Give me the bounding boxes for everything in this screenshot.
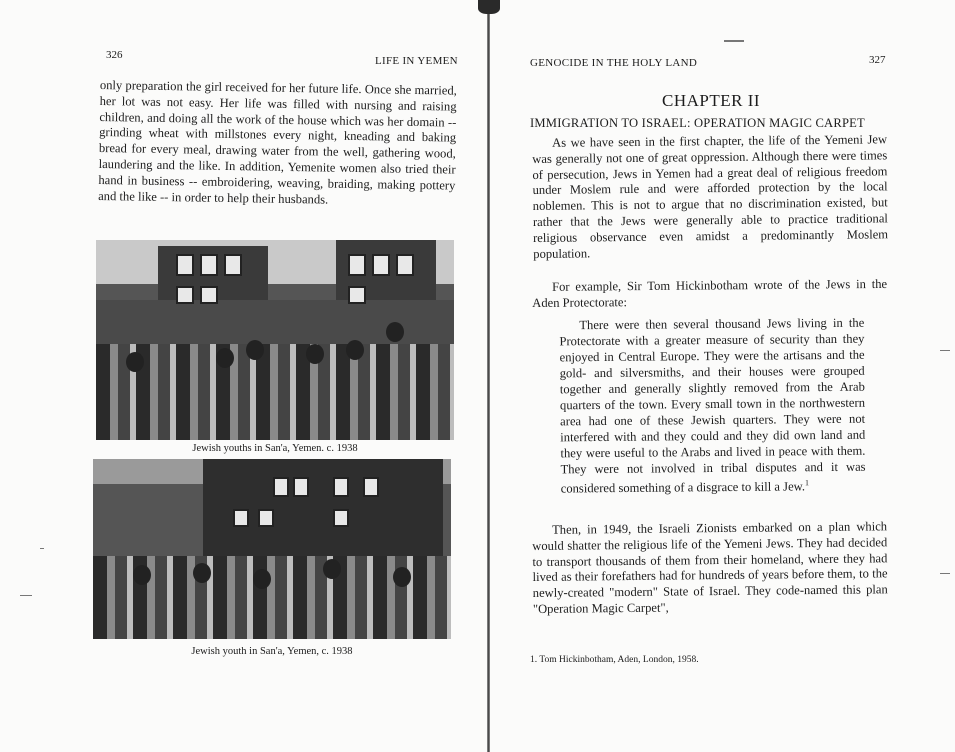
left-running-head: LIFE IN YEMEN <box>375 55 458 67</box>
photo-jewish-youths-1 <box>96 240 454 440</box>
page-speck <box>20 595 32 596</box>
right-paragraph-3: Then, in 1949, the Israeli Zionists embarked on a plan which would shatter the religious life of the Yemeni Jews. They had decided to transport thousands of them from their homeland, where they had lived as their forefathers had for hundreds of years before them, to the newly-created "modern" State of Israel. They code-named this plan "Operation Magic Carpet", <box>532 519 888 616</box>
left-paragraph: only preparation the girl received for her future life. Once she married, her lot was not easy. Her life was filled with nursing and raising children, and doing all the work of the house which was her domain -- grinding wheat with millstones every night, kneading and baking bread for every meal, drawing water from the well, gathering wood, laundering and the like. In addition, Yemenite women also tried their hand in business -- embroidering, weaving, braiding, making pottery and the like -- in order to help their husbands. <box>98 78 457 207</box>
page-speck <box>724 40 744 42</box>
right-paragraph-1: As we have seen in the first chapter, the life of the Yemeni Jew was generally not one of great oppression. Although there were times of persecution, Jews in Yemen had a great deal of religious freedom under Moslem rule and were afforded protection by the local noblemen. This is not to argue that no discrimination existed, but rather that the Jews were generally able to practice traditional religious observance even amidst a predominantly Moslem population. <box>532 132 889 261</box>
footnote-text: 1. Tom Hickinbotham, Aden, London, 1958. <box>530 655 699 665</box>
left-page-number: 326 <box>106 49 123 61</box>
chapter-heading: CHAPTER II <box>662 91 761 110</box>
photo1-caption: Jewish youths in San'a, Yemen. c. 1938 <box>192 443 358 454</box>
page-speck <box>940 350 950 351</box>
photo2-caption: Jewish youth in San'a, Yemen, c. 1938 <box>191 646 353 657</box>
right-running-head: GENOCIDE IN THE HOLY LAND <box>530 57 698 69</box>
footnote-marker: 1 <box>804 478 810 488</box>
book-gutter <box>487 0 490 752</box>
right-page <box>492 0 955 752</box>
block-quote <box>559 315 866 497</box>
right-paragraph-2: For example, Sir Tom Hickinbotham wrote of the Jews in the Aden Protectorate: <box>532 276 888 310</box>
block-quote-text: There were then several thousand Jews living in the Protectorate with a greater measure of security than they enjoyed in Central Europe. They were the artisans and the gold- and silversmiths, and their houses were grouped together and generally slightly removed from the Arab quarters of the town. Every small town in the northwestern area had one of these Jewish quarters. They were not interfered with and they could and they did own land and they were useful to the Arabs and lived in peace with them. They were not involved in tribal disputes and it was considered something of a disgrace to kill a Jew. <box>559 315 866 496</box>
page-speck <box>40 548 44 549</box>
page-speck <box>940 573 950 574</box>
photo-jewish-youth-2 <box>93 459 451 639</box>
right-page-number: 327 <box>869 54 886 66</box>
chapter-subtitle: IMMIGRATION TO ISRAEL: OPERATION MAGIC CARPET <box>530 116 865 130</box>
